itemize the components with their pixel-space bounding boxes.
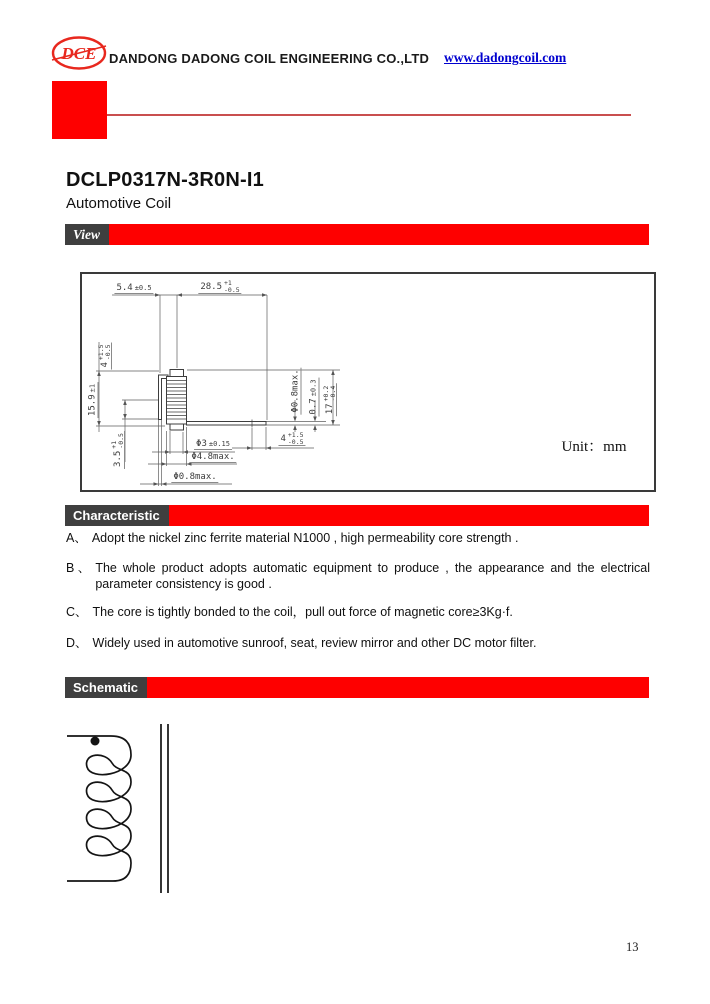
view-section-tab (65, 224, 109, 245)
characteristic-item-d (66, 635, 650, 651)
inductor-schematic (55, 719, 205, 901)
item-label: A、 (66, 531, 87, 545)
characteristic-section-redbar (169, 505, 649, 526)
dce-logo-graphic (50, 33, 108, 75)
characteristic-section-tab (65, 505, 169, 526)
dim-lead-top-exposed: 4 +1.5 -0.5 (97, 344, 112, 368)
dim-lead-bottom: 3.5 +1 -0.5 (110, 433, 125, 467)
logo-text: DCE (61, 44, 97, 63)
item-label: B 、 (66, 561, 91, 575)
dim-core-diameter: Φ3 ±0.15 (196, 439, 230, 449)
technical-drawing-panel (80, 272, 656, 492)
core-bottom (170, 424, 184, 430)
schematic-section-label: Schematic (73, 680, 139, 695)
item-label: C、 (66, 605, 88, 619)
dim-lead-diameter-right: Φ0.8max. (290, 369, 301, 413)
dim-coil-height: 15.9 ±1 (87, 383, 98, 417)
dim-body-length: 28.5 +1 -0.5 (200, 279, 240, 294)
company-name: DANDONG DADONG COIL ENGINEERING CO.,LTD (109, 51, 430, 66)
item-text: The whole product adopts automatic equipment to produce , the appearance and the electrical parameter consistency is good . (95, 561, 650, 591)
schematic-section-tab (65, 677, 147, 698)
characteristic-section-bar (65, 505, 649, 526)
schematic-section-bar (65, 677, 649, 698)
item-text: The core is tightly bonded to the coil，pull out force of magnetic core≥3Kg·f. (92, 605, 513, 619)
item-label: D、 (66, 636, 88, 650)
dim-total-height: 17 +0.2 -0.4 (322, 385, 337, 415)
coil-part (159, 370, 267, 431)
view-section-redbar (109, 224, 649, 245)
dim-lead-end-length: 4 +1.5 -0.5 (280, 431, 304, 446)
characteristic-item-c (66, 604, 650, 620)
view-section-label: View (73, 226, 101, 242)
item-text: Widely used in automotive sunroof, seat, review mirror and other DC motor filter. (92, 636, 537, 650)
view-section-bar (65, 224, 649, 245)
part-number-title: DCLP0317N-3R0N-I1 (66, 169, 264, 191)
core-lines (161, 724, 168, 893)
dim-lead-diameter-bottom: Φ0.8max. (173, 472, 217, 482)
characteristic-item-a (66, 530, 650, 546)
dim-coil-diameter: Φ4.8max. (191, 452, 235, 462)
item-text: Adopt the nickel zinc ferrite material N1000 , high permeability core strength . (91, 531, 519, 545)
red-divider-line (107, 114, 631, 116)
unit-label: Unit：mm (561, 439, 627, 455)
inductor-schematic-graphic (55, 719, 205, 901)
dim-lead-thickness: 0.7 ±0.3 (308, 379, 319, 415)
technical-drawing (82, 274, 654, 490)
polarity-dot (91, 737, 100, 746)
dim-lead-offset: 5.4 ±0.5 (116, 283, 152, 293)
page-number: 13 (626, 940, 639, 954)
characteristic-section-label: Characteristic (73, 508, 160, 523)
characteristic-item-b (66, 560, 650, 592)
product-subtitle: Automotive Coil (66, 195, 172, 212)
coil-winding-symbol (67, 736, 131, 881)
red-banner-block (52, 81, 107, 139)
lead-wire (187, 422, 267, 426)
schematic-section-redbar (147, 677, 649, 698)
dce-logo (50, 33, 108, 75)
core-top (170, 370, 184, 377)
website-link[interactable]: www.dadongcoil.com (444, 50, 567, 65)
